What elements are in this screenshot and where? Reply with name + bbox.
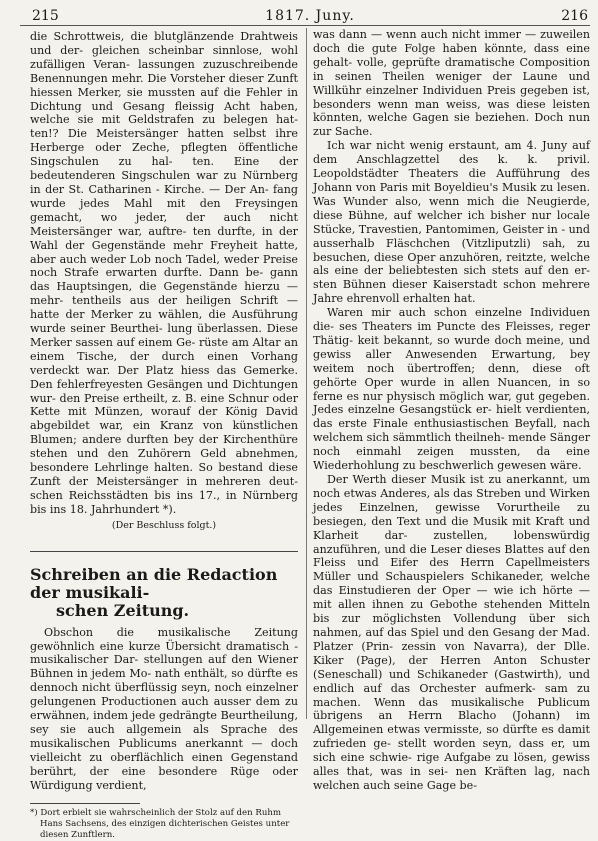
letter-paragraph-3: Waren mir auch schon einzelne Individuen die- ses Theaters im Puncte des Fleisses, reger Thätig- keit bekannt, so wurde doch meine, und gewiss aller Anwesenden Erwartung, bey weitem noch übertroffen; denn, diese oft gehörte Oper wurde in allen Nuancen, in so ferne es nur physisch möglich war, gut gegeben. Jedes einzelne Gesangstück er- hielt verdienten, das erste Finale enthusiastischen Beyfall, nach welchem sich sämmtlich theilneh- mende Sänger noch einmahl zeigen mussten, da eine Wiederhohlung zu beschwerlich gewesen wäre. bbox=[313, 306, 590, 473]
article-heading-line-1: Schreiben an die Redaction der musikali- bbox=[30, 564, 278, 602]
article-heading bbox=[30, 566, 298, 620]
page-number-right: 216 bbox=[561, 8, 588, 24]
article-heading-line-2: schen Zeitung. bbox=[56, 600, 190, 620]
to-be-continued-note: (Der Beschluss folgt.) bbox=[111, 519, 217, 531]
left-column bbox=[30, 30, 298, 841]
footnote bbox=[30, 808, 298, 841]
column-divider bbox=[306, 28, 307, 719]
letter-intro-paragraph: Obschon die musikalische Zeitung gewöhnlich eine kurze Übersicht dramatisch - musikalischer Dar- stellungen auf den Wiener Bühnen in jedem Mo- nath enthält, so dürfte es dennoch nicht überflüssig seyn, noch einzelner gelungenen Productionen auch ausser dem zu erwähnen, indem jede gedrängte Beurtheilung, sey sie auch allgemein als Sprache des musikalischen Publicums anerkannt — doch vielleicht zu oberflächlich einen Gegenstand berührt, der eine besondere Rüge oder Würdigung verdient, bbox=[30, 625, 298, 792]
right-column bbox=[313, 28, 590, 793]
letter-paragraph-2: Ich war nicht wenig erstaunt, am 4. Juny auf dem Anschlagzettel des k. k. privil. Leopoldstädter Theaters die Aufführung des Johann von Paris mit Boyeldieu's Musik zu lesen. Was Wunder also, wenn mich die Neugierde, diese Bühne, auf welcher ich bisher nur locale Stücke, Travestien, Pantomimen, Geister in - und ausserhalb Fläschchen (Vitzliputzli) sah, zu besuchen, diese Oper anzuhören, reitzte, welche als eine der beliebtesten sich stets auf den er- sten Bühnen dieser Kaiserstadt schon mehrere Jahre ehrenvoll erhalten hat. bbox=[313, 139, 590, 306]
running-title: 1817. Juny. bbox=[265, 8, 355, 24]
header-rule bbox=[20, 25, 590, 26]
footnote-line-1: *) Dort erbielt sie wahrscheinlich der Stolz auf den Ruhm bbox=[30, 807, 282, 818]
footnote-rule bbox=[30, 803, 140, 804]
footnote-line-2: Hans Sachsens, des einzigen dichterischen Geistes unter bbox=[40, 818, 290, 829]
footnote-line-3: diesen Zunftlern. bbox=[40, 829, 115, 840]
letter-paragraph-1: was dann — wenn auch nicht immer — zuweilen doch die gute Folge haben könnte, dass eine gehalt- volle, geprüfte dramatische Composition in seinen Theilen weniger der Laune und Willkühr einzelner Individuen Preis gegeben ist, besonders wenn man weiss, was diese leisten könnten, welche Gagen sie beziehen. Doch nun zur Sache. bbox=[313, 28, 590, 139]
page-number-left: 215 bbox=[32, 8, 59, 24]
article-continuation-paragraph: die Schrottweis, die blutglänzende Drahtweis und der- gleichen scheinbar sinnlose, wohl zufälligen Veran- lassungen zuzuschreibende Benennungen mehr. Die Vorsteher dieser Zunft hiessen Merker, sie mussten auf die Fehler in Dichtung und Gesang fleissig Acht haben, welche sie mit Geldstrafen zu belegen hat- ten!? Die Meistersänger hatten selbst ihre Herberge oder Zeche, pflegten öffentliche Singschulen zu hal- ten. Eine der bedeutenderen Singschulen war zu Nürnberg in der St. Catharinen - Kirche. — Der An- fang wurde jedes Mahl mit den Freysingen gemacht, wo jeder, der auch nicht Meistersänger war, auftre- ten durfte, in der Wahl der Gegenstände mehr Freyheit hatte, aber auch weder Lob noch Tadel, weder Preise noch Strafe erwarten durfte. Dann be- gann das Hauptsingen, die Gegenstände hierzu — mehr- tentheils aus der heiligen Schrift — hatte der Merker zu wählen, die Ausführung wurde seiner Beurthei- lung überlassen. Diese Merker sassen auf einem Ge- rüste am Altar an einem Tische, der durch einen Vorhang verdeckt war. Der Platz hiess das Gemerke. Den fehlerfreyesten Gesängen und Dichtungen wur- den Preise ertheilt, z. B. eine Schnur oder Kette mit Münzen, worauf der König David abgebildet war, ein Kranz von künstlichen Blumen; andere durften bey der Kirchenthüre stehen und den Zuhörern Geld abnehmen, besondere Lehrlinge halten. So bestand diese Zunft der Meistersänger in mehreren deut- schen Reichsstädten bis ins 17., in Nürnberg bis ins 18. Jahrhundert *). bbox=[30, 30, 298, 516]
section-separator bbox=[30, 551, 298, 552]
letter-paragraph-4: Der Werth dieser Musik ist zu anerkannt, um noch etwas Anderes, als das Streben und Wirken jedes Einzelnen, gewisse Vorurtheile zu besiegen, den Text und die Musik mit Kraft und Klarheit dar- zustellen, lobenswürdig anzuführen, und die Leser dieses Blattes auf den Fleiss und Eifer des Herrn Capellmeisters Müller und Schauspielers Schikaneder, welche das Einstudieren der Oper — wie ich hörte — mit allen ihnen zu Gebothe stehenden Mitteln bis zur möglichsten Vollendung über sich nahmen, auf das Spiel und den Gesang der Mad. Platzer (Prin- zessin von Navarra), der Dlle. Kiker (Page), der Herren Anton Schuster (Seneschall) und Schikaneder (Gastwirth), und endlich auf das Orchester aufmerk- sam zu machen. Wenn das musikalische Publicum übrigens an Herrn Blacho (Johann) im Allgemeinen etwas vermisste, so dürfte es damit zufrieden ge- stellt worden seyn, dass er, um sich eine schwie- rige Aufgabe zu lösen, gewiss alles that, was in sei- nen Kräften lag, nach welchen auch seine Gage be- bbox=[313, 473, 590, 792]
